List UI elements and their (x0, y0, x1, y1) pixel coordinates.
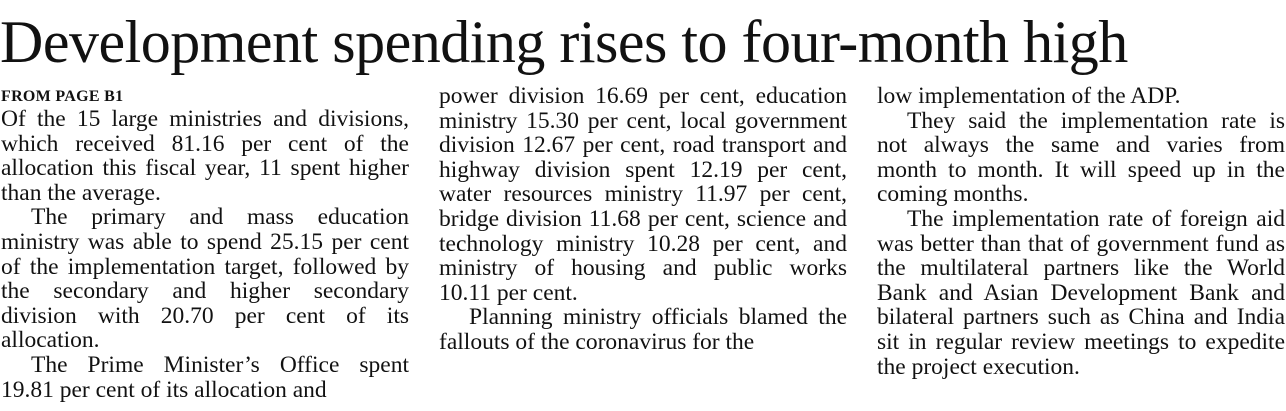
paragraph: The Prime Minister’s Office spent 19.81 per cent of its allocation and (1, 351, 409, 403)
paragraph: low implementation of the ADP. (877, 83, 1181, 109)
headline: Development spending rises to four-month high (0, 9, 1128, 75)
paragraph: The implementation rate of foreign aid was better than that of government fund as the multilateral partners like the World Bank and Asian Development Bank and bilateral partners such as China and India sit in regular review meetings to expedite the project execution. (877, 205, 1285, 380)
paragraph: They said the implementation rate is not always the same and varies from month to month. It will speed up in the coming months. (877, 107, 1285, 208)
paragraph: Of the 15 large ministries and divisions, which received 81.16 per cent of the allocation this fiscal year, 11 spent higher than the average. (1, 106, 409, 206)
paragraph: power division 16.69 per cent, education ministry 15.30 per cent, local government division 12.67 per cent, road transport and highway division spent 12.19 per cent, water resources ministry 11.97 per cent, bridge division 11.68 per cent, science and technology ministry 10.28 per cent, and ministry of housing and public works 10.11 per cent. (439, 83, 847, 306)
paragraph: The primary and mass education ministry was able to spend 25.15 per cent of the implementation target, followed by the secondary and higher secondary division with 20.70 per cent of its allocation. (1, 204, 409, 354)
article-column-1 (1, 84, 409, 402)
article-column-2 (439, 84, 847, 355)
paragraph: Planning ministry officials blamed the fallouts of the coronavirus for the (439, 304, 847, 355)
dateline: FROM PAGE B1 (1, 88, 124, 105)
article-column-3 (877, 84, 1285, 379)
